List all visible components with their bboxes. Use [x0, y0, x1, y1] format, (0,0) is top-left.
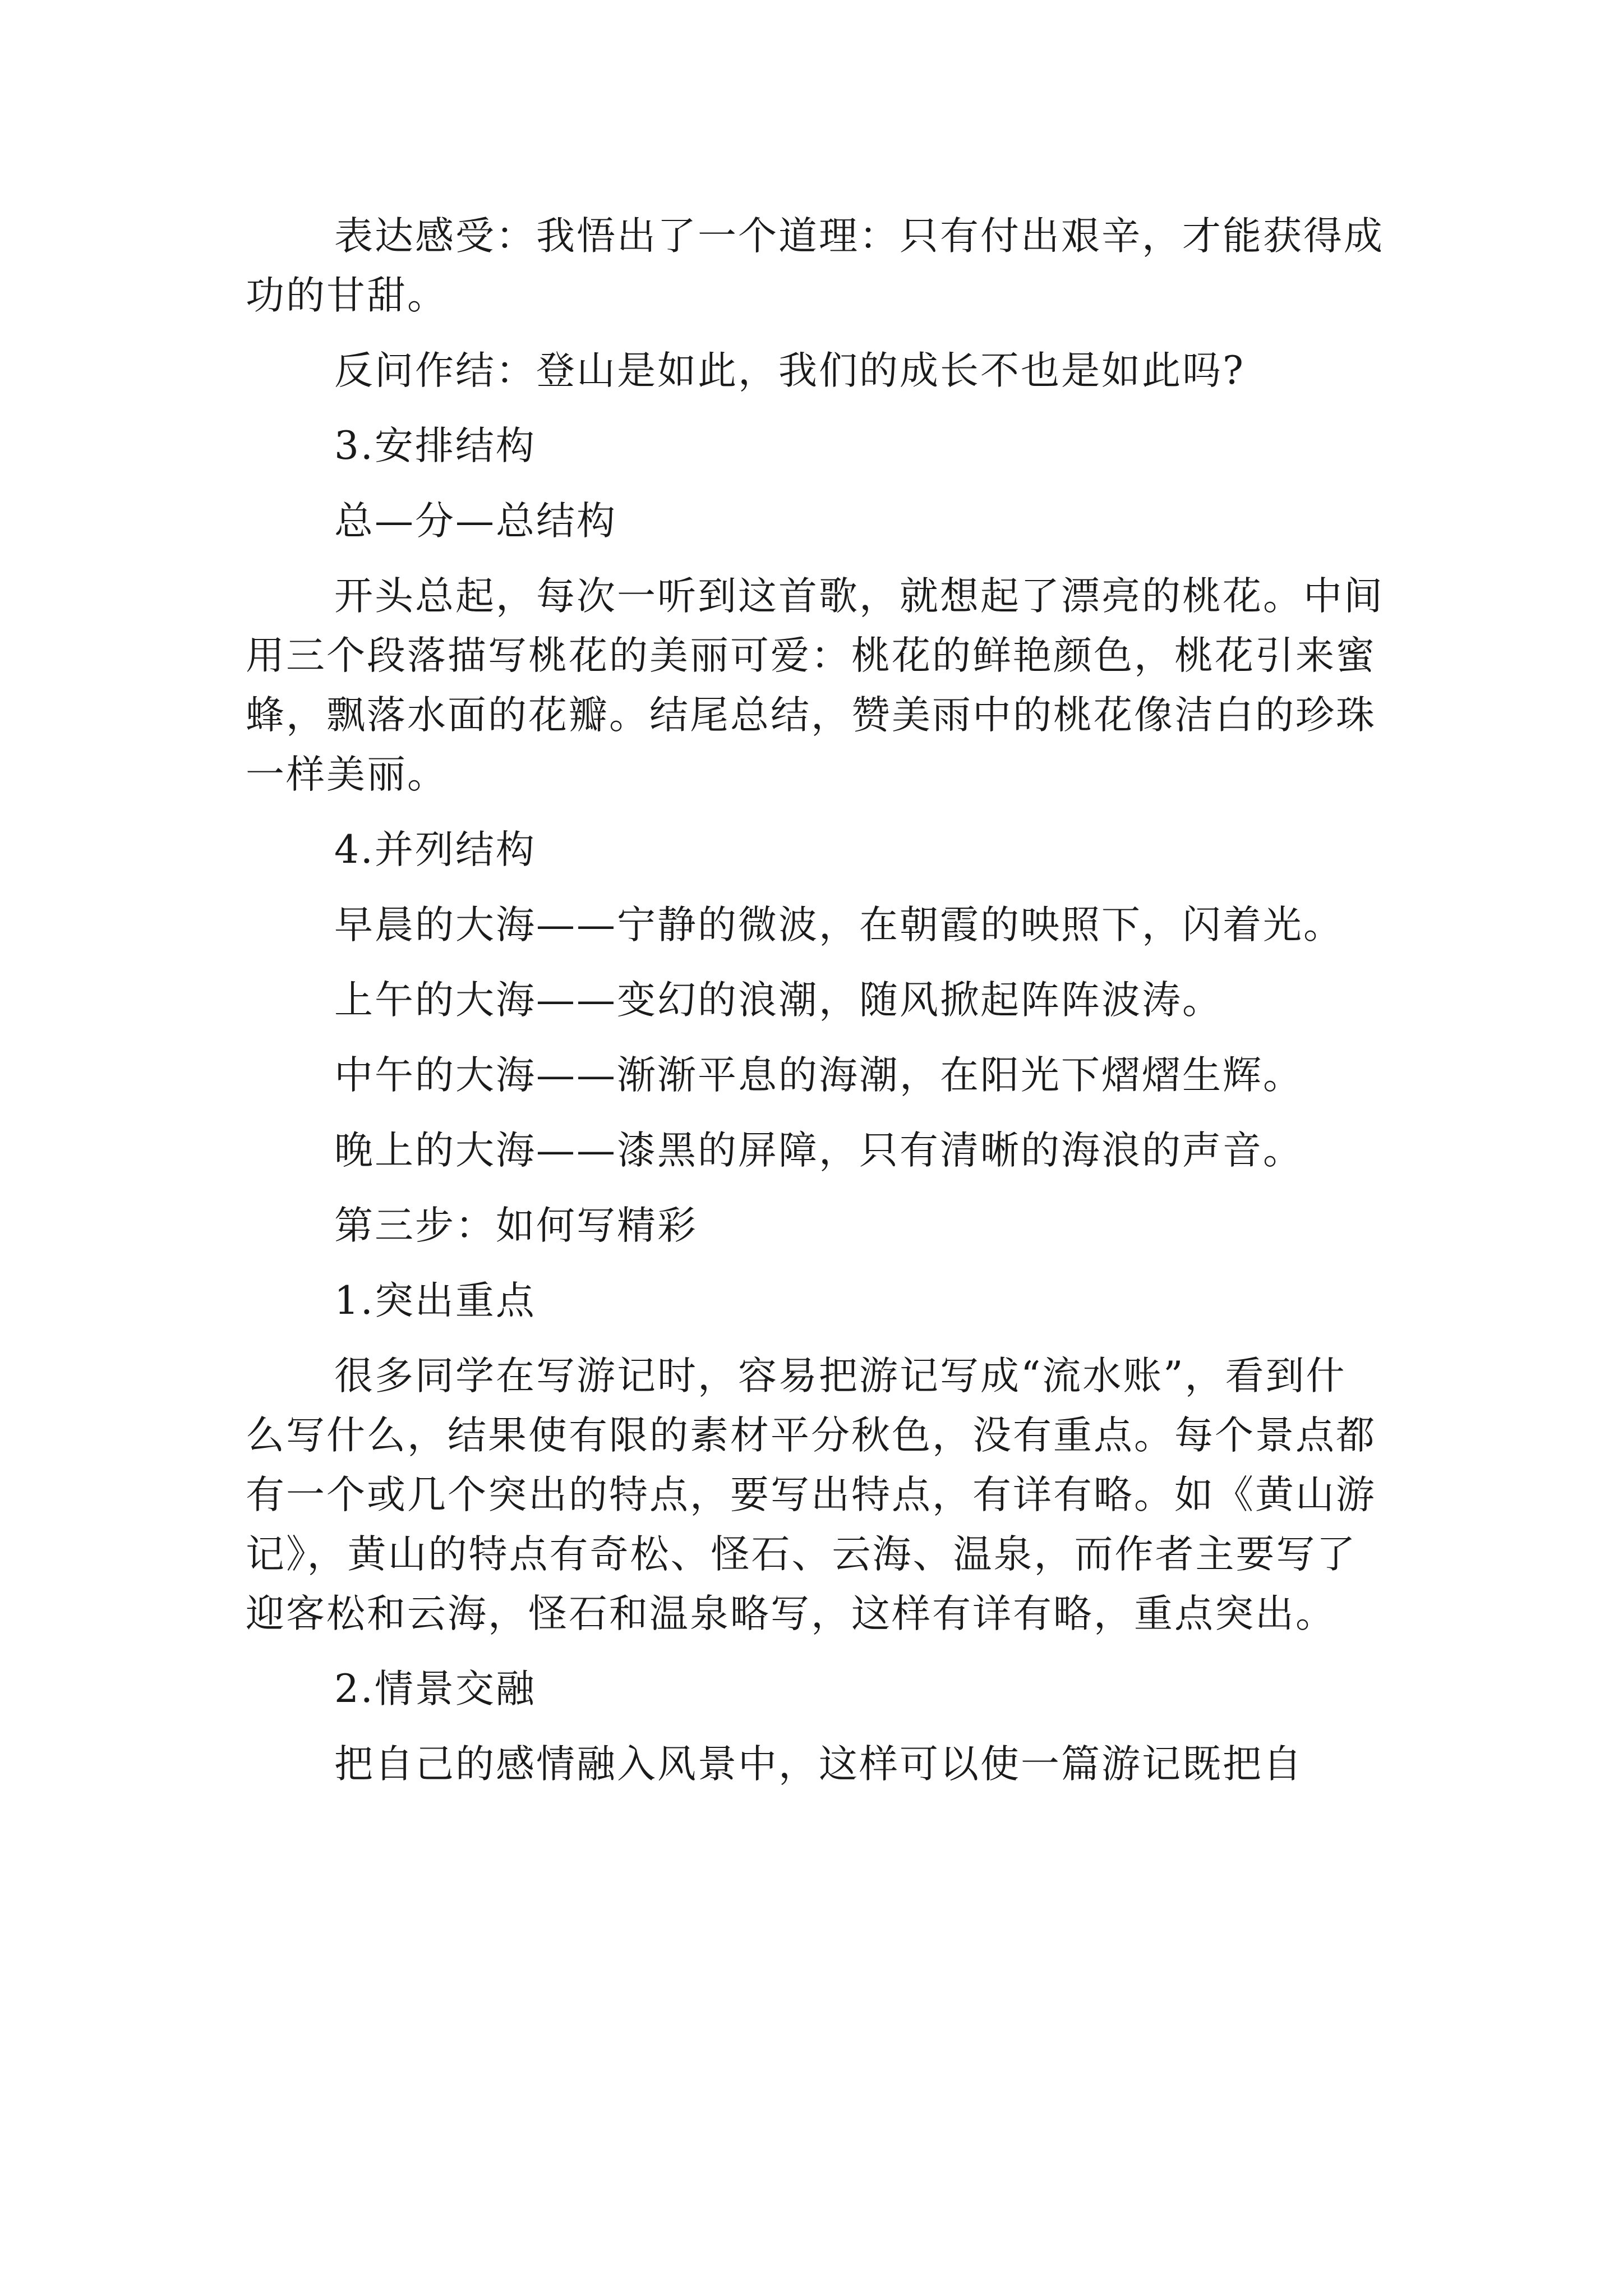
paragraph-peach-blossom: 开头总起，每次一听到这首歌，就想起了漂亮的桃花。中间用三个段落描写桃花的美丽可爱：桃花的鲜艳颜色，桃花引来蜜蜂，飘落水面的花瓣。结尾总结，赞美雨中的桃花像洁白的珍珠一样美丽。	[246, 574, 1384, 797]
paragraph-express-feeling: 表达感受：我悟出了一个道理：只有付出艰辛，才能获得成功的甘甜。	[246, 214, 1384, 318]
paragraph-sea-noon: 中午的大海——渐渐平息的海潮，在阳光下熠熠生辉。	[334, 1053, 1303, 1098]
paragraph-sea-night: 晚上的大海——漆黑的屏障，只有清晰的海浪的声音。	[334, 1128, 1303, 1173]
paragraph-key-points: 很多同学在写游记时，容易把游记写成“流水账”，看到什么写什么，结果使有限的素材平分秋色，没有重点。每个景点都有一个或几个突出的特点，要写出特点，有详有略。如《黄山游记》，黄山的特点有奇松、怪石、云海、温泉，而作者主要写了迎客松和云海，怪石和温泉略写，这样有详有略，重点突出。	[246, 1354, 1376, 1636]
heading-highlight-key-points: 1.突出重点	[334, 1278, 536, 1323]
heading-step-three: 第三步：如何写精彩	[334, 1203, 698, 1248]
paragraph-blend-emotion: 把自己的感情融入风景中，这样可以使一篇游记既把自	[334, 1742, 1303, 1787]
document-body	[246, 206, 1384, 1794]
paragraph-rhetorical-ending: 反问作结：登山是如此，我们的成长不也是如此吗?	[334, 348, 1245, 393]
heading-blend-emotion-scene: 2.情景交融	[334, 1667, 536, 1711]
paragraph-structure-type: 总—分—总结构	[334, 499, 617, 544]
paragraph-sea-morning: 早晨的大海——宁静的微波，在朝霞的映照下，闪着光。	[334, 903, 1344, 947]
heading-arrange-structure: 3.安排结构	[334, 424, 536, 468]
heading-parallel-structure: 4.并列结构	[334, 827, 536, 872]
paragraph-sea-forenoon: 上午的大海——变幻的浪潮，随风掀起阵阵波涛。	[334, 978, 1223, 1023]
